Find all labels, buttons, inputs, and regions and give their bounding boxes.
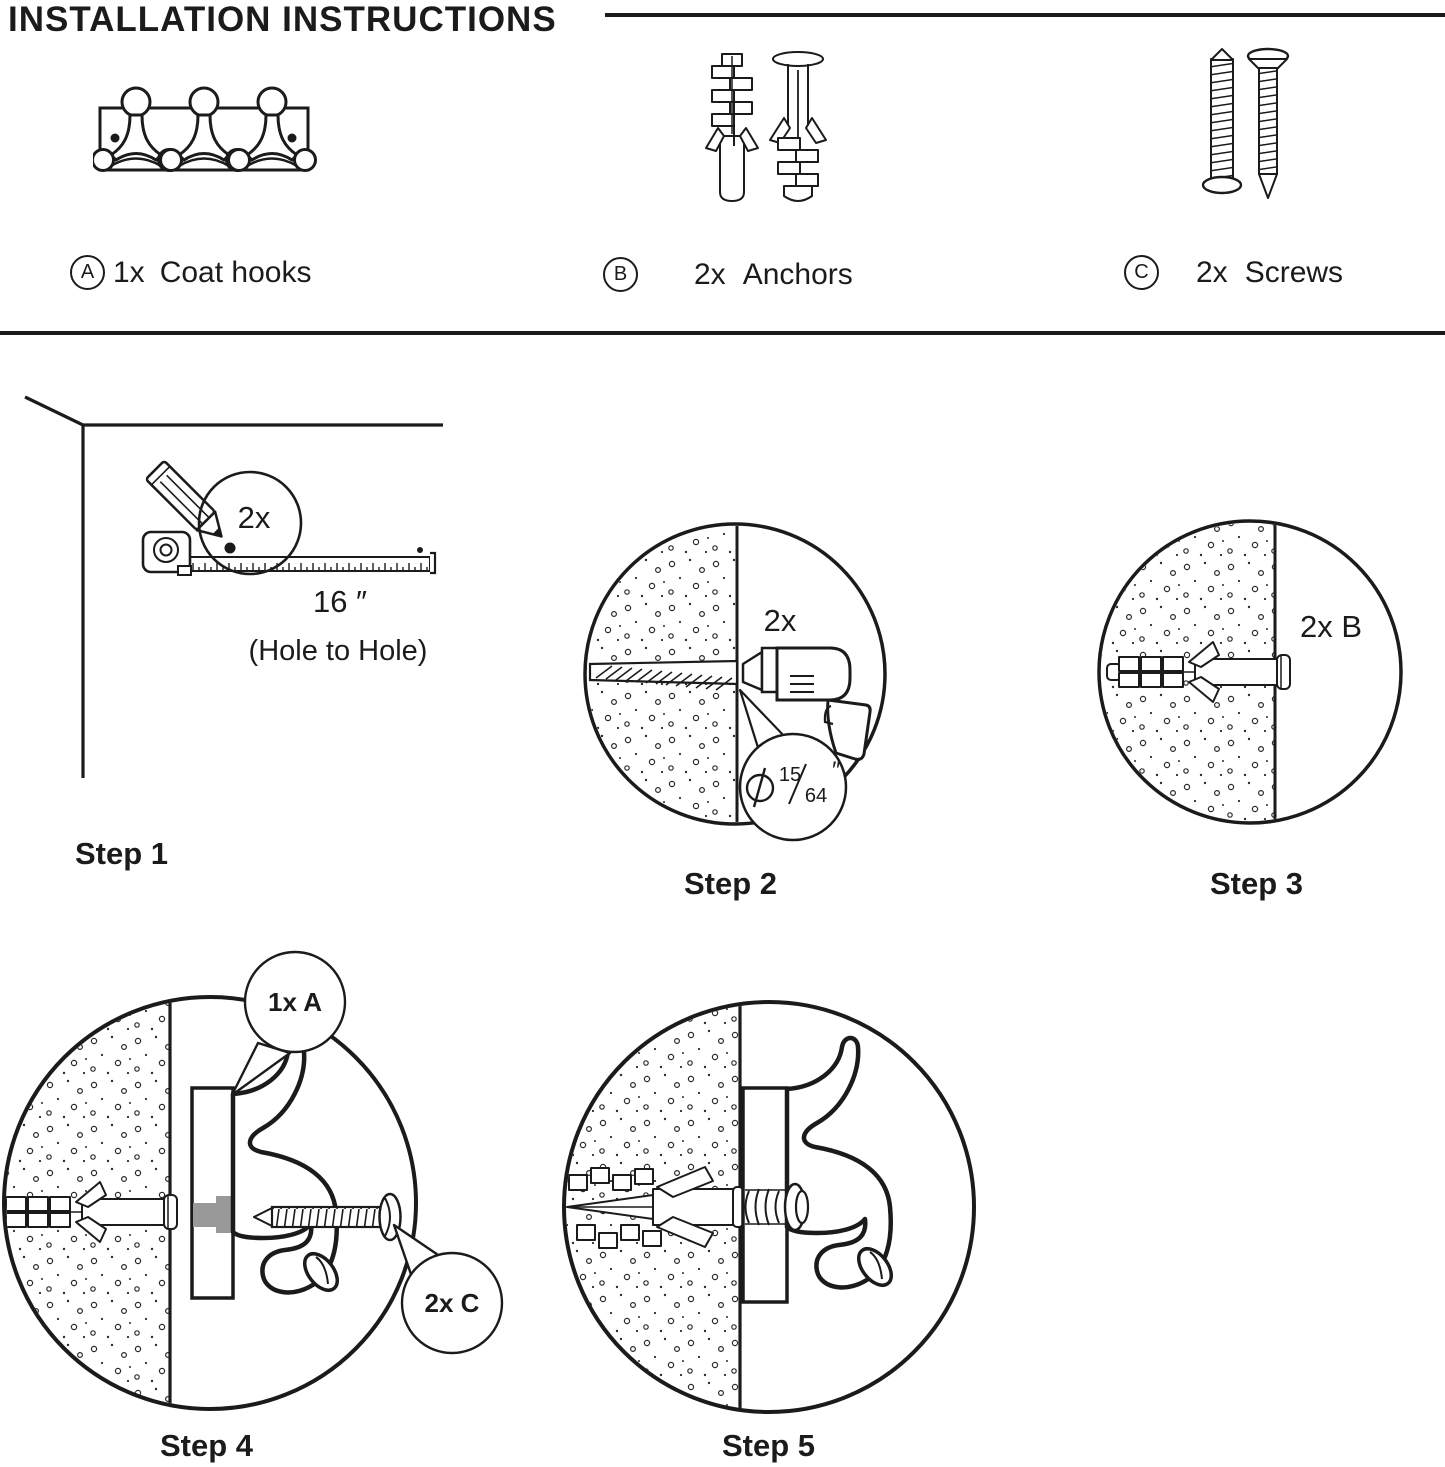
part-letter-badge-b: B — [603, 257, 638, 292]
part-qty-c: 2x — [1196, 255, 1228, 289]
step4-scene — [0, 945, 516, 1467]
step1-scene — [15, 390, 450, 870]
step5-label: Step 5 — [722, 1428, 816, 1463]
mount-hole-left — [111, 134, 120, 143]
title-rule — [605, 13, 1445, 17]
part-qty-b: 2x — [694, 257, 726, 291]
page-title: INSTALLATION INSTRUCTIONS — [8, 0, 557, 39]
part-name-a: Coat hooks — [159, 255, 312, 289]
part-name-b: Anchors — [742, 257, 853, 291]
screw-callout-bubble — [394, 1225, 502, 1353]
screws-illustration — [1196, 46, 1296, 204]
tape-measure-illustration — [143, 532, 435, 575]
anchors-illustration — [700, 48, 835, 213]
part-label-coat-hooks — [70, 255, 311, 290]
distance-note-annotation: (Hole to Hole) — [248, 635, 428, 667]
coat-hooks-illustration — [93, 84, 323, 196]
part-name-c: Screws — [1244, 255, 1344, 289]
step2-label: Step 2 — [684, 866, 778, 901]
part-letter-badge-c: C — [1124, 255, 1159, 290]
part-label-anchors — [603, 257, 853, 292]
section-divider — [0, 331, 1445, 335]
part-qty-a: 1x — [113, 255, 145, 289]
screw-callout-text: 2x C — [424, 1288, 480, 1318]
rack-rail-cross-section — [192, 1088, 233, 1298]
step3-scene — [1093, 515, 1413, 845]
wall-cross-section — [0, 997, 177, 1409]
step5-scene — [553, 983, 1009, 1439]
step2-quantity-annotation: 2x — [763, 603, 797, 638]
rack-rail-cross-section — [743, 1088, 787, 1302]
step3-label: Step 3 — [1210, 866, 1304, 901]
pencil-mark-dot — [225, 543, 236, 554]
part-label-screws — [1124, 255, 1343, 290]
wall-cross-section — [561, 1001, 743, 1413]
step1-quantity-annotation: 2x — [237, 500, 271, 535]
diameter-numerator: 15 — [778, 764, 802, 786]
rack-callout-text: 1x A — [268, 987, 322, 1017]
step4-label: Step 4 — [160, 1428, 254, 1463]
diameter-unit: ″ — [832, 757, 841, 784]
wall-corner-lines — [25, 397, 443, 778]
mount-hole-right — [288, 134, 297, 143]
diameter-denominator: 64 — [804, 785, 828, 807]
part-letter-badge-a: A — [70, 255, 105, 290]
step1-label: Step 1 — [75, 836, 169, 871]
second-mark-dot — [417, 547, 423, 553]
wall-cross-section — [1099, 521, 1290, 823]
wall-cross-section — [583, 522, 737, 826]
step2-scene — [578, 512, 910, 860]
distance-annotation: 16 ″ — [312, 584, 368, 619]
step3-quantity-annotation: 2x B — [1300, 609, 1363, 644]
